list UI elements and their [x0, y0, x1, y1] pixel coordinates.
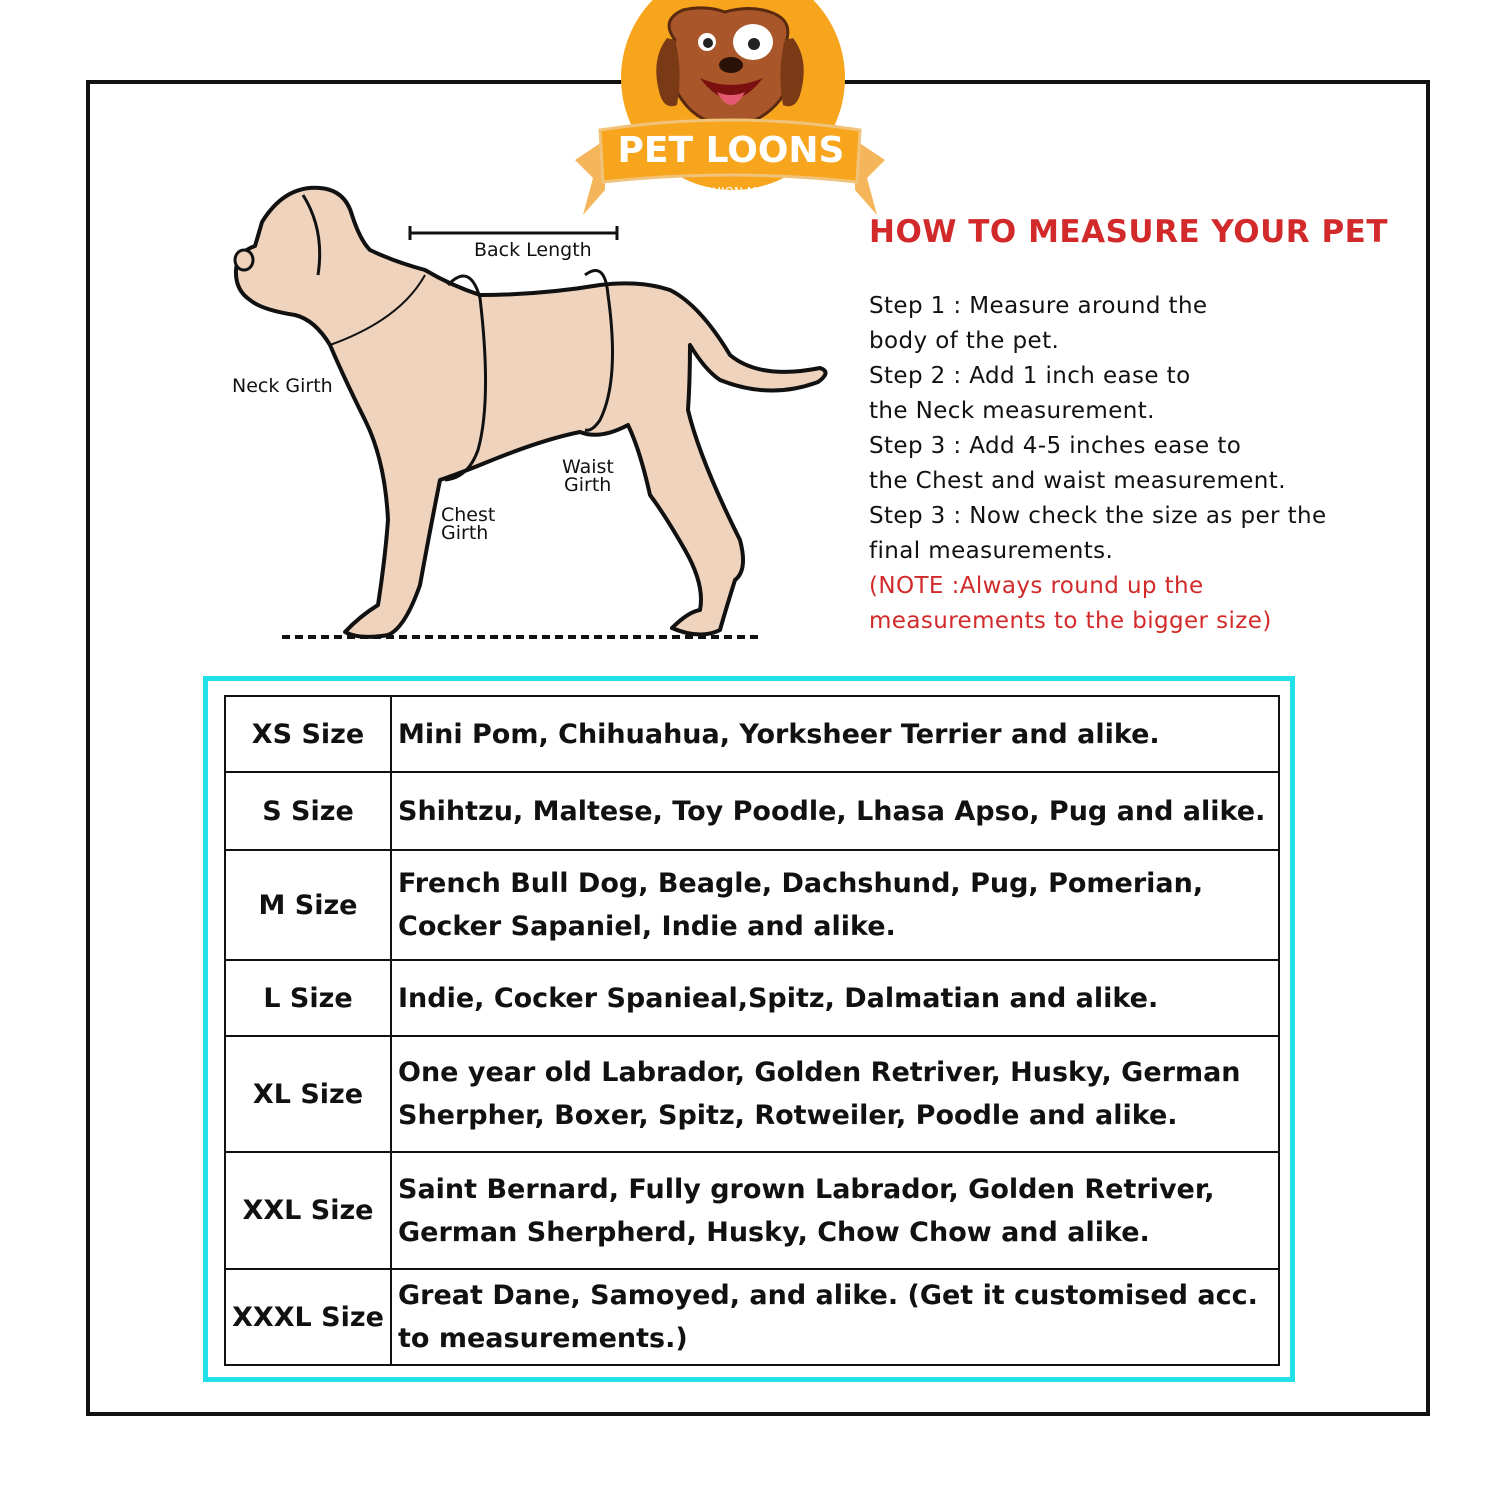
- step-line: Step 3 : Now check the size as per the: [869, 503, 1327, 529]
- measurement-steps: [869, 289, 1429, 639]
- step-line: Step 2 : Add 1 inch ease to: [869, 363, 1191, 389]
- table-row: [225, 1269, 1279, 1365]
- logo-brand-name: PET LOONS: [617, 130, 845, 171]
- waist-girth-label-2: Girth: [564, 474, 612, 496]
- table-row: [225, 1152, 1279, 1269]
- dog-nose: [235, 250, 253, 270]
- size-table: [224, 695, 1280, 1366]
- breed-cell: Saint Bernard, Fully grown Labrador, Golden Retriver, German Sherpherd, Husky, Chow Chow and alike.: [391, 1152, 1279, 1269]
- table-row: [225, 960, 1279, 1036]
- chest-girth-label-2: Girth: [441, 522, 489, 544]
- size-cell: XS Size: [225, 696, 391, 772]
- step-line: the Neck measurement.: [869, 398, 1155, 424]
- breed-cell: French Bull Dog, Beagle, Dachshund, Pug, Pomerian, Cocker Sapaniel, Indie and alike.: [391, 850, 1279, 960]
- table-row: [225, 772, 1279, 850]
- size-cell: XL Size: [225, 1036, 391, 1152]
- page-title: HOW TO MEASURE YOUR PET: [869, 214, 1389, 250]
- step-line: the Chest and waist measurement.: [869, 468, 1286, 494]
- logo-tagline: WHERE FASHION MEETS FUR!: [642, 185, 820, 199]
- dog-measurement-diagram: [225, 175, 845, 655]
- neck-girth-label: Neck Girth: [232, 375, 333, 397]
- table-row: [225, 1036, 1279, 1152]
- size-cell: XXXL Size: [225, 1269, 391, 1365]
- note-line: (NOTE :Always round up the: [869, 573, 1204, 599]
- chest-girth-label: Chest: [441, 504, 496, 526]
- size-cell: XXL Size: [225, 1152, 391, 1269]
- breed-cell: Shihtzu, Maltese, Toy Poodle, Lhasa Apso, Pug and alike.: [391, 772, 1279, 850]
- breed-cell: Indie, Cocker Spanieal,Spitz, Dalmatian and alike.: [391, 960, 1279, 1036]
- note-line: measurements to the bigger size): [869, 608, 1272, 634]
- breed-cell: One year old Labrador, Golden Retriver, Husky, German Sherpher, Boxer, Spitz, Rotweiler, Poodle and alike.: [391, 1036, 1279, 1152]
- size-cell: S Size: [225, 772, 391, 850]
- waist-girth-label: Waist: [562, 456, 614, 478]
- breed-cell: Great Dane, Samoyed, and alike. (Get it customised acc. to measurements.): [391, 1269, 1279, 1365]
- table-row: [225, 850, 1279, 960]
- size-cell: L Size: [225, 960, 391, 1036]
- step-line: final measurements.: [869, 538, 1114, 564]
- breed-cell: Mini Pom, Chihuahua, Yorksheer Terrier and alike.: [391, 696, 1279, 772]
- size-cell: M Size: [225, 850, 391, 960]
- step-line: body of the pet.: [869, 328, 1060, 354]
- table-row: [225, 696, 1279, 772]
- size-table-frame: [203, 676, 1295, 1382]
- back-length-label: Back Length: [474, 239, 592, 261]
- step-line: Step 1 : Measure around the: [869, 293, 1208, 319]
- step-line: Step 3 : Add 4-5 inches ease to: [869, 433, 1242, 459]
